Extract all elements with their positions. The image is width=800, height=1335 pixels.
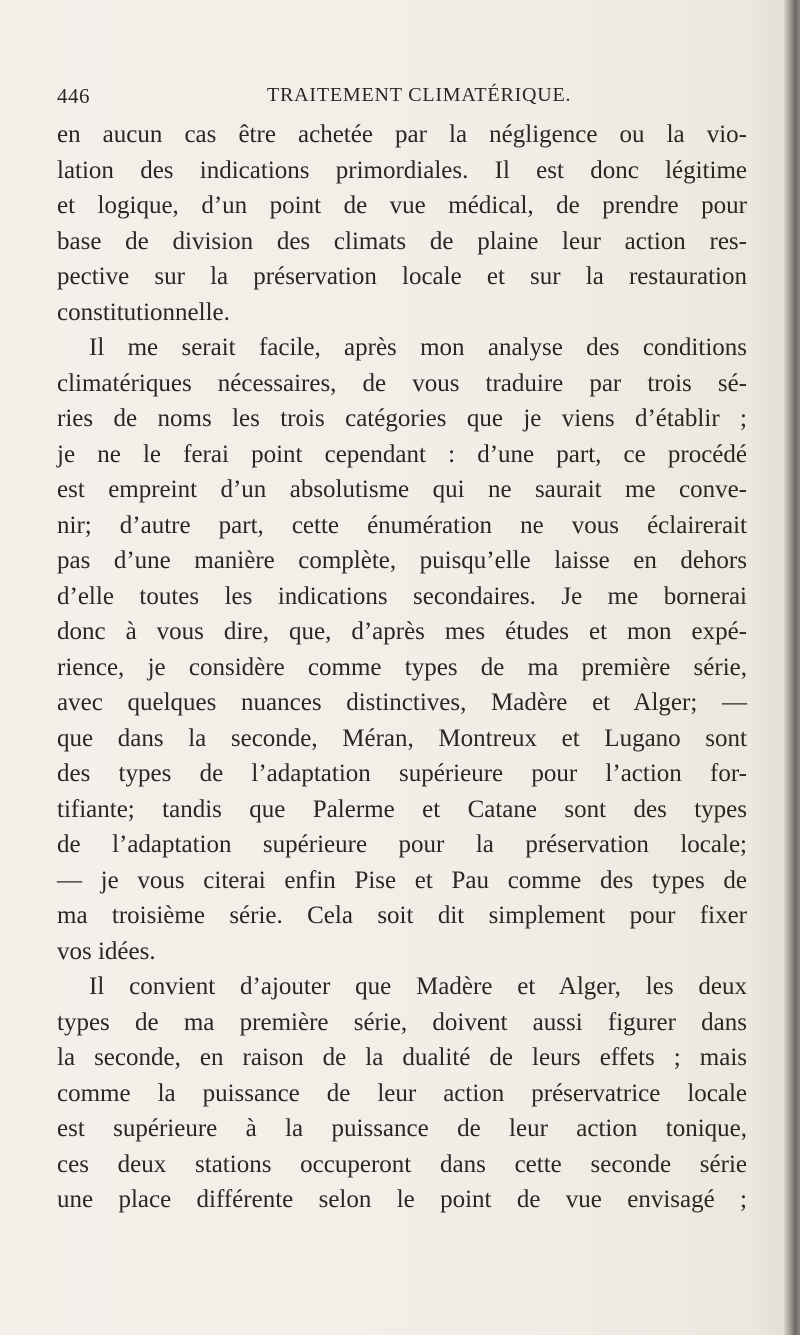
text-line: en aucun cas être achetée par la négligence ou la vio- [57,121,747,148]
text-line: et logique, d’un point de vue médical, de prendre pour [57,192,747,219]
text-line: avec quelques nuances distinctives, Madère et Alger; — [57,689,747,716]
text-line: ces deux stations occuperont dans cette seconde série [57,1150,747,1178]
text-line: d’elle toutes les indications secondaires. Je me bornerai [57,582,747,610]
text-line: ries de noms les trois catégories que je viens d’établir ; [57,405,747,432]
text-line: tifiante; tandis que Palerme et Catane sont des types [57,795,747,823]
text-line: une place différente selon le point de vue envisagé ; [57,1186,747,1213]
text-line: que dans la seconde, Méran, Montreux et Lugano sont [57,724,747,752]
text-line: nir; d’autre part, cette énumération ne vous éclairerait [57,511,747,539]
running-head [57,84,697,114]
text-line: types de ma première série, doivent aussi figurer dans [57,1008,747,1036]
text-line: — je vous citerai enfin Pise et Pau comme des types de [57,866,747,894]
text-line: je ne le ferai point cependant : d’une part, ce procédé [57,440,747,468]
text-line: pas d’une manière complète, puisqu’elle laisse en dehors [57,547,747,574]
text-line: ma troisième série. Cela soit dit simplement pour fixer [57,902,747,929]
text-line: est supérieure à la puissance de leur action tonique, [57,1115,747,1142]
text-line: lation des indications primordiales. Il est donc légitime [57,156,747,184]
text-line: pective sur la préservation locale et sur la restauration [57,263,747,290]
text-line: climatériques nécessaires, de vous traduire par trois sé- [57,369,747,397]
page-binding-edge [784,0,800,1335]
text-line: la seconde, en raison de la dualité de leurs effets ; mais [57,1044,747,1071]
text-line: donc à vous dire, que, d’après mes études et mon expé- [57,618,747,645]
text-line: base de division des climats de plaine leur action res- [57,227,747,255]
text-line: constitutionnelle. [57,298,230,326]
running-title: TRAITEMENT CLIMATÉRIQUE. [267,84,572,106]
text-line: comme la puissance de leur action préservatrice locale [57,1079,747,1107]
text-line: vos idées. [57,937,156,965]
text-line: est empreint d’un absolutisme qui ne saurait me conve- [57,476,747,503]
body-text [57,117,747,1218]
text-line: rience, je considère comme types de ma première série, [57,653,747,681]
page-number: 446 [57,84,90,108]
text-line: de l’adaptation supérieure pour la préservation locale; [57,831,747,858]
text-line: des types de l’adaptation supérieure pour l’action for- [57,760,747,787]
text-line: Il me serait facile, après mon analyse des conditions [89,334,747,361]
text-line: Il convient d’ajouter que Madère et Alger, les deux [89,973,747,1000]
